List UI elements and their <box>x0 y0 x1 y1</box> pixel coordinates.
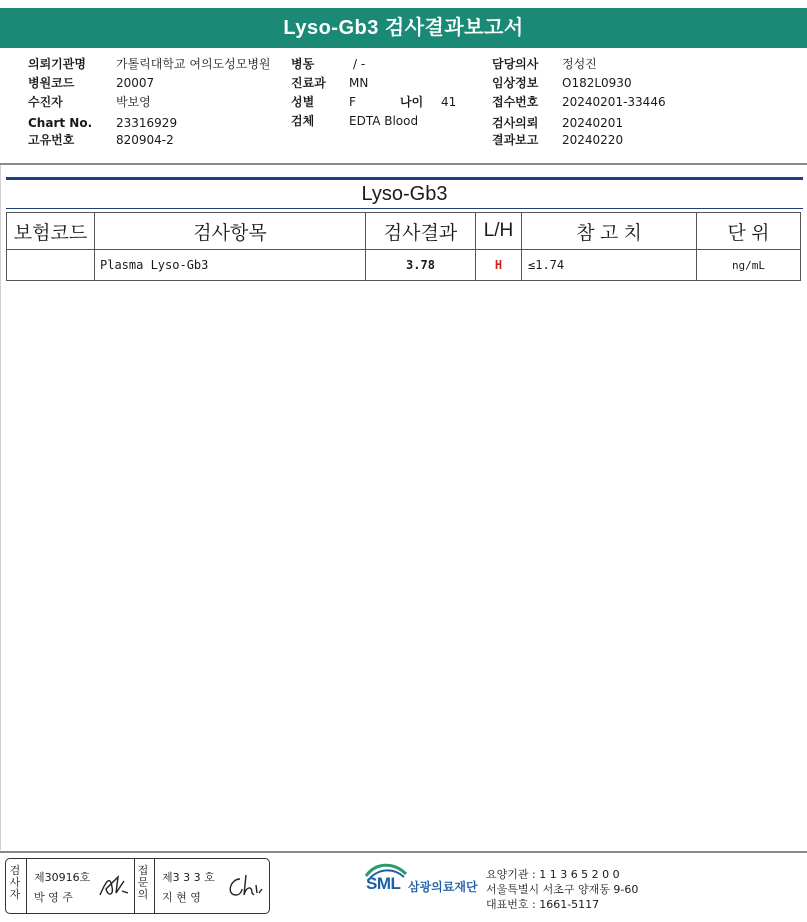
approver-name: 지 현 영 <box>162 891 201 904</box>
signature-divider <box>26 859 27 913</box>
receipt-no-value: 20240201-33446 <box>562 95 666 109</box>
row-insurance-code <box>7 250 95 281</box>
header-lh-flag: L/H <box>476 213 522 250</box>
examiner-name: 박 영 주 <box>34 891 73 904</box>
row-result-value: 3.78 <box>366 250 476 281</box>
sex-value: F <box>349 95 356 109</box>
signature-divider <box>154 859 155 913</box>
approver-signature <box>224 871 264 901</box>
header-insurance-code: 보험코드 <box>7 213 95 250</box>
chart-no-value: 23316929 <box>116 116 178 130</box>
row-unit: ng/mL <box>697 250 801 281</box>
header-unit: 단 위 <box>697 213 801 250</box>
section-band-bottom <box>6 208 803 209</box>
patient-label: 수진자 <box>28 95 63 109</box>
institution-value: 가톨릭대학교 여의도성모병원 <box>116 57 271 71</box>
lab-address: 서울특별시 서초구 양재동 9-60 <box>486 883 639 896</box>
receipt-no-label: 접수번호 <box>492 95 539 109</box>
sex-label: 성별 <box>291 95 315 109</box>
report-date-value: 20240220 <box>562 133 624 147</box>
department-label: 진료과 <box>291 76 326 90</box>
institution-label: 의뢰기관명 <box>28 57 86 71</box>
approver-vertical-label <box>137 865 149 901</box>
ward-label: 병동 <box>291 57 315 71</box>
table-row <box>7 250 801 281</box>
signature-box <box>5 858 270 914</box>
header-test-item: 검사항목 <box>95 213 366 250</box>
approver-label-char: 문 <box>137 876 149 889</box>
examiner-vertical-label <box>9 865 21 901</box>
examiner-signature <box>96 871 132 901</box>
lab-name: 삼광의료재단 <box>408 880 478 894</box>
patient-value: 박보영 <box>116 95 151 109</box>
results-header-row <box>7 213 801 250</box>
institution-code: 요양기관 : 1 1 3 6 5 2 0 0 <box>486 868 620 881</box>
approver-license: 제3 3 3 호 <box>162 871 215 884</box>
examiner-label-char: 사 <box>9 876 21 889</box>
report-title: Lyso-Gb3 검사결과보고서 <box>0 8 807 48</box>
lab-phone: 대표번호 : 1661-5117 <box>486 898 600 911</box>
row-high-flag: H <box>476 250 522 281</box>
approver-label-char: 접 <box>137 864 149 877</box>
hospital-code-value: 20007 <box>116 76 155 90</box>
footer-divider <box>0 851 807 853</box>
clinical-info-label: 임상정보 <box>492 76 539 90</box>
header-reference: 참 고 치 <box>522 213 697 250</box>
request-date-label: 검사의뢰 <box>492 116 539 130</box>
page-left-border <box>0 165 1 850</box>
section-band-top <box>6 177 803 180</box>
examiner-label-char: 검 <box>9 864 21 877</box>
row-reference-range: ≤1.74 <box>522 250 697 281</box>
age-label: 나이 <box>400 95 424 109</box>
results-table <box>6 212 801 281</box>
header-test-result: 검사결과 <box>366 213 476 250</box>
hospital-code-label: 병원코드 <box>28 76 75 90</box>
signature-divider <box>134 859 135 913</box>
section-title: Lyso-Gb3 <box>361 183 448 205</box>
approver-label-char: 의 <box>137 888 149 901</box>
specimen-label: 검체 <box>291 114 315 128</box>
doctor-label: 담당의사 <box>492 57 539 71</box>
report-date-label: 결과보고 <box>492 133 539 147</box>
age-value: 41 <box>441 95 457 109</box>
chart-no-label: Chart No. <box>28 116 93 130</box>
unique-no-label: 고유번호 <box>28 133 75 147</box>
examiner-license: 제30916호 <box>34 871 91 884</box>
unique-no-value: 820904-2 <box>116 133 174 147</box>
department-value: MN <box>349 76 369 90</box>
doctor-value: 정성진 <box>562 57 597 71</box>
examiner-label-char: 자 <box>9 888 21 901</box>
header-divider <box>0 163 807 165</box>
request-date-value: 20240201 <box>562 116 624 130</box>
clinical-info-value: O182L0930 <box>562 76 632 90</box>
row-test-item: Plasma Lyso-Gb3 <box>95 250 366 281</box>
ward-value: / - <box>353 57 366 71</box>
specimen-value: EDTA Blood <box>349 114 419 128</box>
sml-logo-text: SML <box>366 874 401 893</box>
